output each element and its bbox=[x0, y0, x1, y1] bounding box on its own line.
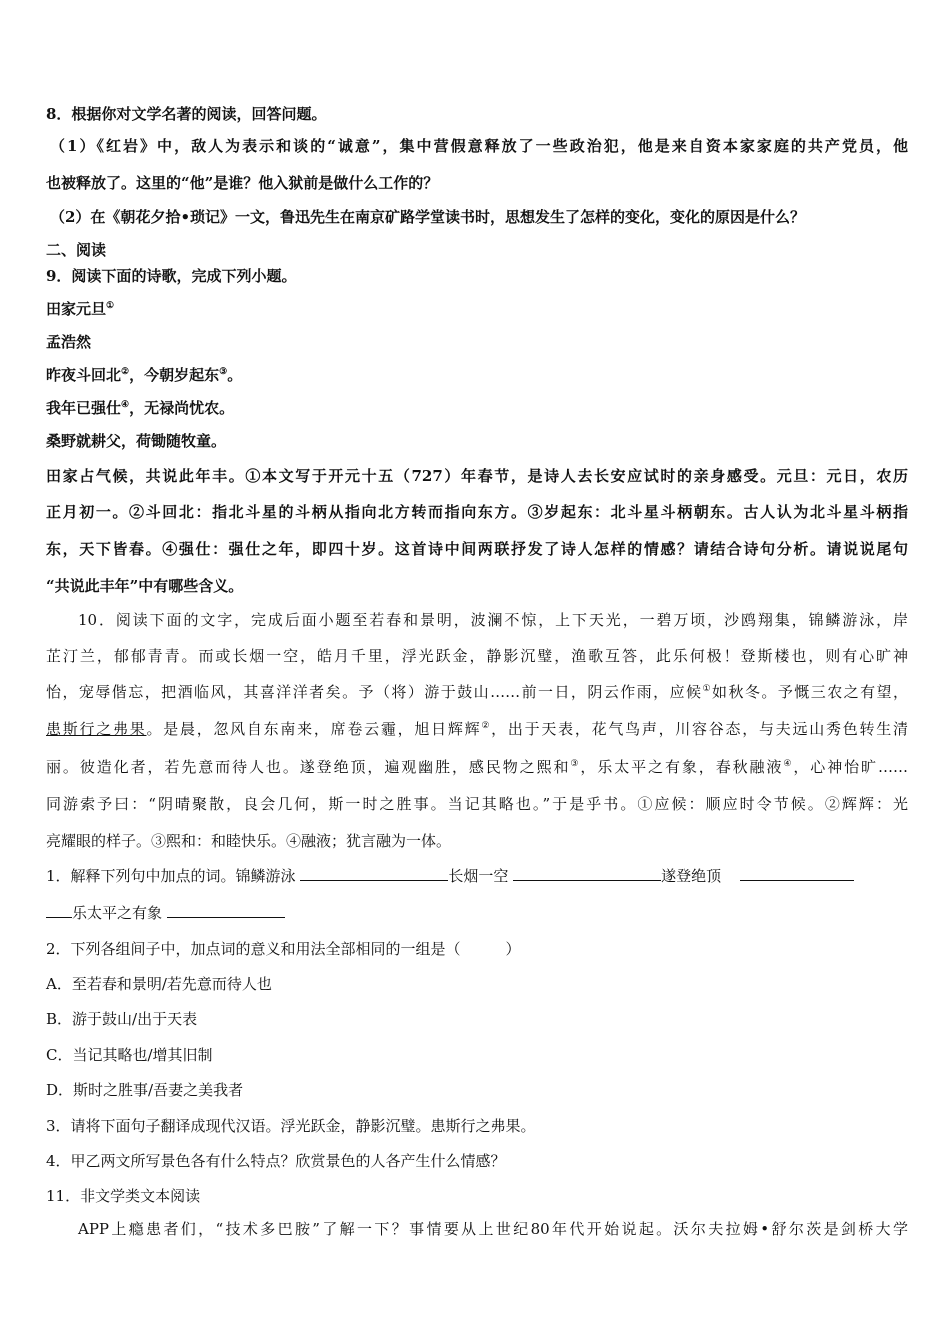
q11-text-line1: APP上瘾患者们，“技术多巴胺”了解一下？事情要从上世纪80年代开始说起。沃尔夫拉姆•舒尔茨是剑桥大学 bbox=[78, 1220, 908, 1238]
q10-text-line1: 10．阅读下面的文字，完成后面小题至若春和景明，波澜不惊，上下天光，一碧万顷，沙鸥翔集，锦鳞游泳，岸 bbox=[78, 611, 908, 629]
answer-blank-1[interactable] bbox=[300, 866, 448, 881]
sub2-option-c: C．当记其略也/增其旧制 bbox=[46, 1046, 213, 1064]
poem-title: 田家元旦① bbox=[46, 300, 115, 318]
poem-line-3: 桑野就耕父，荷锄随牧童。 bbox=[46, 432, 227, 450]
q8-part2: （2）在《朝花夕拾•琐记》一文，鲁迅先生在南京矿路学堂读书时，思想发生了怎样的变化，变化的原因是什么？ bbox=[50, 208, 806, 226]
q9-notes-line4: “共说此丰年”中有哪些含义。 bbox=[46, 577, 244, 595]
answer-blank-4[interactable] bbox=[167, 903, 285, 918]
q10-text-line2: 芷汀兰，郁郁青青。而或长烟一空，皓月千里，浮光跃金，静影沉璧，渔歌互答，此乐何极！登斯楼也，则有心旷神 bbox=[46, 647, 908, 665]
answer-blank-2[interactable] bbox=[513, 866, 661, 881]
q10-text-line7: 亮耀眼的样子。③熙和：和睦快乐。④融液；犹言融为一体。 bbox=[46, 832, 452, 850]
q11-title: 11．非文学类文本阅读 bbox=[46, 1187, 201, 1205]
sub3-question: 3．请将下面句子翻译成现代汉语。浮光跃金，静影沉璧。患斯行之弗果。 bbox=[46, 1117, 536, 1135]
section-heading-reading: 二、阅读 bbox=[46, 241, 107, 259]
sub1-line2: 乐太平之有象 bbox=[46, 903, 908, 923]
sub2-question: 2．下列各组间子中，加点词的意义和用法全部相同的一组是（ ） bbox=[46, 940, 521, 958]
q9-notes-line1: 田家占气候，共说此年丰。①本文写于开元十五（727）年春节，是诗人去长安应试时的亲身感受。元旦：元日，农历 bbox=[46, 467, 908, 485]
sub2-option-d: D．斯时之胜事/吾妻之美我者 bbox=[46, 1081, 244, 1099]
q9-title: 9．阅读下面的诗歌，完成下列小题。 bbox=[46, 267, 297, 285]
q10-text-line6: 同游索予曰：“阴晴聚散，良会几何，斯一时之胜事。当记其略也。”于是乎书。①应候：顺应时令节候。②辉辉：光 bbox=[46, 795, 908, 813]
sub2-option-a: A．至若春和景明/若先意而待人也 bbox=[46, 975, 272, 993]
poem-author: 孟浩然 bbox=[46, 333, 92, 351]
answer-blank-3[interactable] bbox=[740, 866, 854, 881]
answer-blank-3-cont[interactable] bbox=[46, 903, 72, 918]
q8-part1-line1: （1）《红岩》中，敌人为表示和谈的“诚意”，集中营假意释放了一些政治犯，他是来自资本家家庭的共产党员，他 bbox=[50, 137, 908, 155]
sub4-question: 4．甲乙两文所写景色各有什么特点？欣赏景色的人各产生什么情感？ bbox=[46, 1152, 506, 1170]
q10-text-line5: 丽。彼造化者，若先意而待人也。遂登绝顶，遍观幽胜，感民物之熙和③，乐太平之有象，春秋融液④，心神怡旷…… bbox=[46, 758, 908, 776]
q10-text-line4: 患斯行之弗果。是晨，忽风自东南来，席卷云霾，旭日辉辉②，出于天表，花气鸟声，川容谷态，与夫远山秀色转生清 bbox=[46, 720, 908, 738]
sub2-option-b: B．游于鼓山/出于天表 bbox=[46, 1010, 198, 1028]
sub1-line1: 1．解释下列句中加点的词。锦鳞游泳 长烟一空 遂登绝顶 bbox=[46, 866, 908, 886]
poem-line-1: 昨夜斗回北②，今朝岁起东③。 bbox=[46, 366, 243, 384]
q9-notes-line3: 东，天下皆春。④强仕：强仕之年，即四十岁。这首诗中间两联抒发了诗人怎样的情感？请结合诗句分析。请说说尾句 bbox=[46, 540, 908, 558]
q10-text-line3: 怡，宠辱偕忘，把酒临风，其喜洋洋者矣。予（将）游于鼓山……前一日，阴云作雨，应候①如秋冬。予慨三农之有望， bbox=[46, 683, 908, 701]
underlined-phrase: 患斯行之弗果 bbox=[46, 720, 147, 738]
poem-line-2: 我年已强仕④，无禄尚忧农。 bbox=[46, 399, 235, 417]
q8-part1-line2: 也被释放了。这里的“他”是谁？他入狱前是做什么工作的？ bbox=[46, 174, 439, 192]
q8-title: 8．根据你对文学名著的阅读，回答问题。 bbox=[46, 105, 327, 123]
q9-notes-line2: 正月初一。②斗回北：指北斗星的斗柄从指向北方转而指向东方。③岁起东：北斗星斗柄朝东。古人认为北斗星斗柄指 bbox=[46, 503, 908, 521]
